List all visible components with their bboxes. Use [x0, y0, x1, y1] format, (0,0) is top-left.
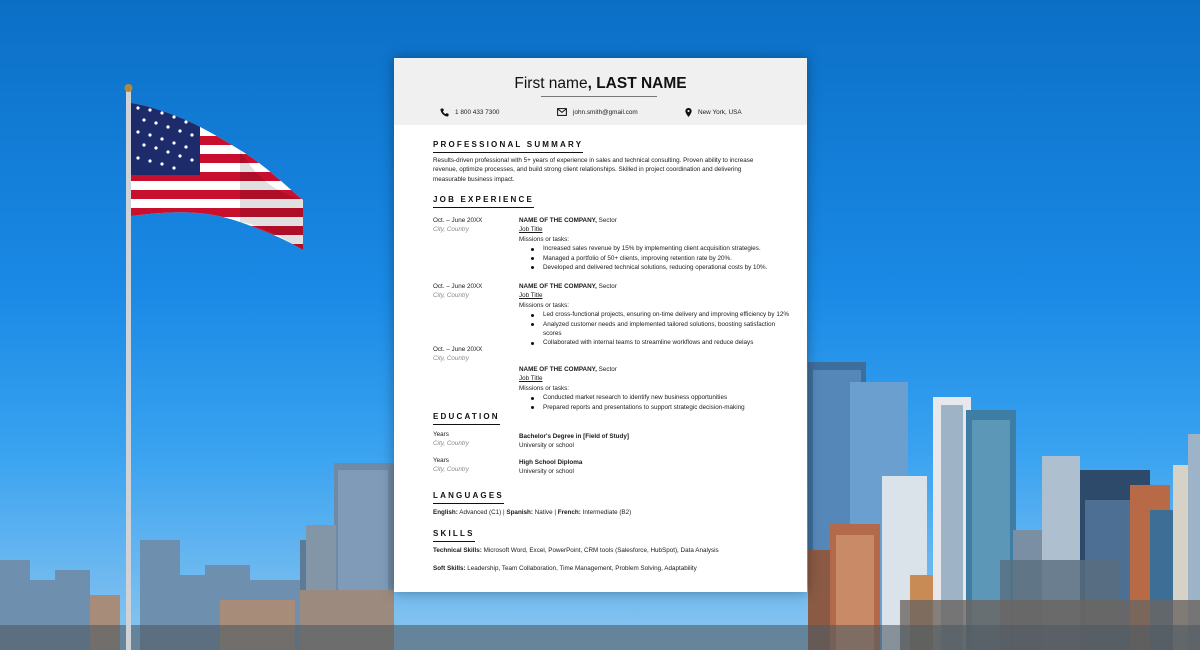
task-list — [519, 393, 791, 412]
task-item: Conducted market research to identify new business opportunities — [543, 393, 791, 402]
job-dates: Oct. – June 20XX — [433, 346, 483, 353]
mail-icon — [557, 108, 567, 116]
education-years: Years — [433, 457, 449, 464]
school: University or school — [519, 442, 574, 450]
soft-skills-text: Leadership, Team Collaboration, Time Management, Problem Solving, Adaptability — [465, 565, 697, 572]
soft-skills-label: Soft Skills: — [433, 565, 466, 572]
education-1-details — [519, 432, 791, 451]
job-dates: Oct. – June 20XX — [433, 283, 483, 290]
languages-line — [433, 508, 773, 517]
language-level: Advanced (C1) — [457, 509, 502, 516]
section-title-summary: PROFESSIONAL SUMMARY — [433, 140, 583, 153]
contact-location — [685, 108, 742, 117]
last-name: , LAST NAME — [587, 75, 687, 92]
education-city: City, Country — [433, 466, 469, 474]
company-sector: Sector — [596, 217, 617, 224]
job-2-meta — [433, 282, 513, 301]
location-pin-icon — [685, 108, 692, 117]
first-name: First name — [514, 75, 588, 92]
company-name: NAME OF THE COMPANY, — [519, 217, 597, 224]
language-name: Spanish: — [506, 509, 533, 516]
contact-email — [557, 108, 638, 116]
task-item: Led cross-functional projects, ensuring on-time delivery and improving efficiency by 12% — [543, 310, 793, 319]
task-item: Managed a portfolio of 50+ clients, improving retention rate by 20%. — [543, 254, 791, 263]
language-name: English: — [433, 509, 458, 516]
language-separator: | — [552, 509, 558, 516]
technical-skills — [433, 546, 793, 555]
company-name: NAME OF THE COMPANY, — [519, 283, 597, 290]
company-sector: Sector — [596, 283, 617, 290]
job-3-details — [519, 365, 791, 412]
section-title-skills: SKILLS — [433, 529, 475, 542]
missions-label: Missions or tasks: — [519, 235, 570, 243]
missions-label: Missions or tasks: — [519, 301, 570, 309]
job-title: Job Title — [519, 375, 543, 383]
degree: High School Diploma — [519, 459, 583, 466]
language-level: Intermediate (B2) — [580, 509, 632, 516]
task-list — [519, 244, 791, 272]
degree: Bachelor's Degree in [Field of Study] — [519, 433, 629, 440]
language-level: Native — [532, 509, 553, 516]
company-name: NAME OF THE COMPANY, — [519, 366, 597, 373]
education-2-details — [519, 458, 791, 477]
phone-text: 1 800 433 7300 — [455, 109, 500, 116]
technical-skills-text: Microsoft Word, Excel, PowerPoint, CRM tools (Salesforce, HubSpot), Data Analysis — [481, 547, 719, 554]
job-title: Job Title — [519, 292, 543, 300]
name-underline — [541, 96, 657, 97]
section-title-languages: LANGUAGES — [433, 491, 504, 504]
resume-document — [394, 58, 807, 592]
education-1-meta — [433, 430, 513, 449]
job-company — [519, 216, 791, 225]
job-dates: Oct. – June 20XX — [433, 217, 483, 224]
job-2-details — [519, 282, 791, 348]
contact-phone — [440, 108, 499, 117]
soft-skills — [433, 564, 793, 573]
email-text: john.smith@gmail.com — [573, 108, 638, 116]
job-company — [519, 282, 791, 291]
task-item: Increased sales revenue by 15% by implementing client acquisition strategies. — [543, 244, 791, 253]
resume-header — [394, 58, 807, 125]
education-2-meta — [433, 456, 513, 475]
task-item: Collaborated with internal teams to streamline workflows and reduce delays — [543, 338, 793, 347]
task-item: Prepared reports and presentations to support strategic decision-making — [543, 403, 791, 412]
job-city: City, Country — [433, 292, 469, 300]
location-text: New York, USA — [698, 109, 742, 116]
job-title: Job Title — [519, 226, 543, 234]
job-city: City, Country — [433, 226, 469, 234]
job-company — [519, 365, 791, 374]
school: University or school — [519, 468, 574, 476]
task-list — [519, 310, 793, 348]
section-title-education: EDUCATION — [433, 412, 500, 425]
job-1-details — [519, 216, 791, 272]
language-name: French: — [557, 509, 581, 516]
section-title-experience: JOB EXPERIENCE — [433, 195, 534, 208]
company-sector: Sector — [596, 366, 617, 373]
language-separator: | — [501, 509, 507, 516]
task-item: Analyzed customer needs and implemented tailored solutions, boosting satisfaction scores — [543, 320, 793, 339]
us-flag — [0, 0, 320, 650]
education-years: Years — [433, 431, 449, 438]
resume-name — [394, 75, 807, 93]
task-item: Developed and delivered technical solutions, reducing operational costs by 10%. — [543, 263, 791, 272]
technical-skills-label: Technical Skills: — [433, 547, 482, 554]
education-city: City, Country — [433, 440, 469, 448]
summary-text: Results-driven professional with 5+ years of experience in sales and technical consulting. Proven ability to increase revenue, optimize processes, and build strong client relationships. Skilled in project coordination and delivering measurable business impact. — [433, 157, 754, 183]
job-1-meta — [433, 216, 513, 235]
job-3-meta — [433, 345, 513, 364]
job-city: City, Country — [433, 355, 469, 363]
missions-label: Missions or tasks: — [519, 384, 570, 392]
phone-icon — [440, 108, 449, 117]
